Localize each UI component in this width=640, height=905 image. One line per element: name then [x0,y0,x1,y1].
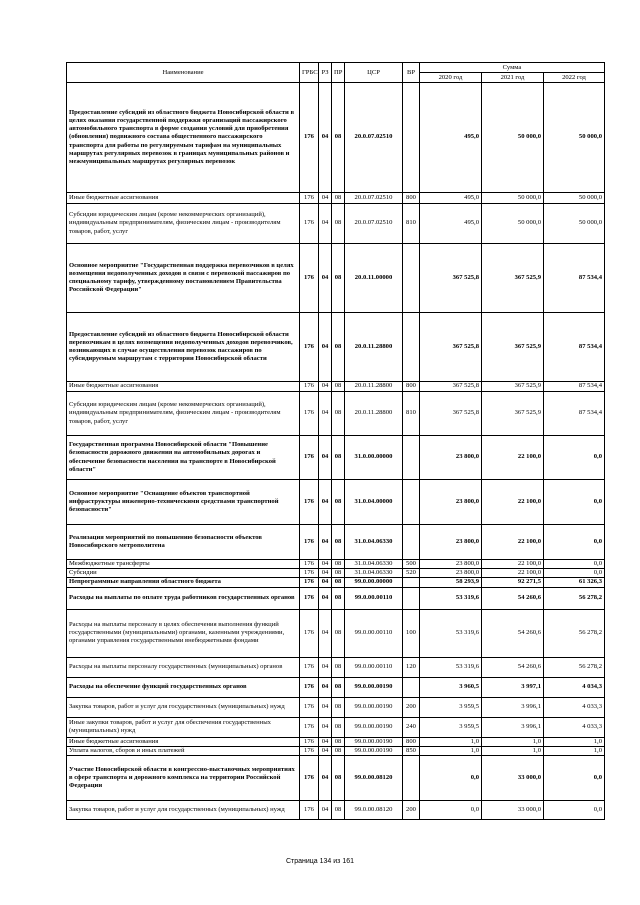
row-value-2022: 50 000,0 [544,83,605,193]
row-name: Закупка товаров, работ и услуг для государственных (муниципальных) нужд [67,801,300,820]
row-csr: 99.0.00.00110 [345,657,403,677]
row-rz: 04 [319,677,332,697]
table-row [67,756,605,801]
row-value-2021: 22 100,0 [482,525,544,560]
table-row [67,697,605,717]
table-row [67,677,605,697]
table-row [67,657,605,677]
row-vr [403,244,420,313]
row-value-2022: 0,0 [544,569,605,578]
row-value-2021: 367 525,9 [482,313,544,382]
row-value-2021: 1,0 [482,746,544,755]
row-pr: 08 [332,801,345,820]
row-value-2022: 50 000,0 [544,204,605,244]
row-name: Расходы на обеспечение функций государственных органов [67,677,300,697]
row-vr: 810 [403,204,420,244]
row-name: Иные бюджетные ассигнования [67,382,300,392]
table-row [67,717,605,737]
row-value-2021: 22 100,0 [482,436,544,480]
row-rz: 04 [319,587,332,609]
page-number: Страница 134 из 161 [285,858,355,865]
row-pr: 08 [332,204,345,244]
row-value-2020: 23 800,0 [420,560,482,569]
header-name: Наименование [67,63,300,83]
row-name: Предоставление субсидий из областного бюджета Новосибирской области перевозчикам в целях возмещения недополученных доходов перевозчиков, возникающих в случае осуществления перевозок пассажиров по субсидируемым маршрутам с территории Новосибирской области [67,313,300,382]
row-vr: 810 [403,392,420,436]
row-value-2021: 54 260,6 [482,657,544,677]
header-grbs: ГРБС [300,63,319,83]
row-value-2022: 56 278,2 [544,609,605,657]
row-name: Непрограммные направления областного бюджета [67,578,300,587]
table-row [67,578,605,587]
header-year-2020: 2020 год [420,73,482,83]
table-row [67,382,605,392]
row-vr: 800 [403,193,420,204]
row-value-2021: 54 260,6 [482,587,544,609]
row-value-2021: 3 996,1 [482,717,544,737]
table-row [67,560,605,569]
row-name: Иные бюджетные ассигнования [67,737,300,746]
row-value-2021: 367 525,9 [482,382,544,392]
row-grbs: 176 [300,756,319,801]
row-rz: 04 [319,801,332,820]
row-csr: 20.0.11.00000 [345,244,403,313]
table-row [67,801,605,820]
row-pr: 08 [332,657,345,677]
row-value-2021: 22 100,0 [482,569,544,578]
row-grbs: 176 [300,480,319,525]
row-vr: 200 [403,801,420,820]
row-name: Государственная программа Новосибирской области "Повышение безопасности дорожного движения на автомобильных дорогах и обеспечение безопасности населения на транспорте в Новосибирской области" [67,436,300,480]
row-value-2020: 495,0 [420,204,482,244]
row-grbs: 176 [300,83,319,193]
row-value-2020: 58 293,9 [420,578,482,587]
row-grbs: 176 [300,801,319,820]
row-value-2022: 87 534,4 [544,244,605,313]
row-rz: 04 [319,657,332,677]
table-row [67,204,605,244]
row-value-2021: 33 000,0 [482,756,544,801]
row-csr: 20.0.11.28800 [345,313,403,382]
row-vr [403,436,420,480]
row-value-2022: 56 278,2 [544,657,605,677]
table-row [67,737,605,746]
row-csr: 99.0.00.00190 [345,746,403,755]
row-vr: 800 [403,382,420,392]
row-value-2022: 0,0 [544,436,605,480]
row-csr: 99.0.00.08120 [345,801,403,820]
row-value-2021: 50 000,0 [482,193,544,204]
row-value-2020: 53 319,6 [420,657,482,677]
row-value-2020: 0,0 [420,801,482,820]
row-value-2020: 23 800,0 [420,480,482,525]
header-year-2021: 2021 год [482,73,544,83]
row-value-2022: 4 034,3 [544,677,605,697]
row-value-2020: 367 525,8 [420,392,482,436]
table-row [67,313,605,382]
row-pr: 08 [332,560,345,569]
row-value-2022: 0,0 [544,560,605,569]
row-csr: 99.0.00.00000 [345,578,403,587]
row-vr: 200 [403,697,420,717]
table-body [67,83,605,820]
row-name: Иные закупки товаров, работ и услуг для обеспечения государственных (муниципальных) нужд [67,717,300,737]
row-rz: 04 [319,569,332,578]
row-pr: 08 [332,756,345,801]
row-rz: 04 [319,193,332,204]
row-rz: 04 [319,244,332,313]
row-pr: 08 [332,578,345,587]
row-name: Расходы на выплаты персоналу в целях обеспечения выполнения функций государственными (муниципальными) органами, казенными учреждениями, органами управления государственными внебюджетными фондами [67,609,300,657]
row-value-2021: 92 271,5 [482,578,544,587]
row-value-2020: 1,0 [420,746,482,755]
row-value-2020: 23 800,0 [420,569,482,578]
row-vr [403,83,420,193]
row-vr [403,578,420,587]
row-value-2022: 87 534,4 [544,313,605,382]
row-value-2022: 1,0 [544,746,605,755]
row-name: Иные бюджетные ассигнования [67,193,300,204]
header-rz: РЗ [319,63,332,83]
row-grbs: 176 [300,578,319,587]
row-value-2020: 3 959,5 [420,697,482,717]
row-value-2021: 22 100,0 [482,560,544,569]
row-grbs: 176 [300,436,319,480]
table-row [67,480,605,525]
row-csr: 31.0.04.06330 [345,569,403,578]
row-vr: 500 [403,560,420,569]
row-grbs: 176 [300,560,319,569]
row-name: Субсидии юридическим лицам (кроме некоммерческих организаций), индивидуальным предпринимателям, физическим лицам - производителям товаров, работ, услуг [67,204,300,244]
row-vr [403,313,420,382]
row-grbs: 176 [300,717,319,737]
row-vr [403,756,420,801]
row-value-2021: 50 000,0 [482,204,544,244]
header-vr: ВР [403,63,420,83]
row-value-2022: 4 033,3 [544,717,605,737]
row-csr: 20.0.07.02510 [345,193,403,204]
row-grbs: 176 [300,737,319,746]
table-row [67,83,605,193]
row-vr: 850 [403,746,420,755]
row-value-2022: 1,0 [544,737,605,746]
row-value-2020: 495,0 [420,193,482,204]
row-pr: 08 [332,392,345,436]
row-value-2020: 495,0 [420,83,482,193]
row-rz: 04 [319,525,332,560]
row-name: Расходы на выплаты персоналу государственных (муниципальных) органов [67,657,300,677]
row-rz: 04 [319,746,332,755]
row-rz: 04 [319,392,332,436]
row-grbs: 176 [300,313,319,382]
row-value-2022: 87 534,4 [544,382,605,392]
row-grbs: 176 [300,746,319,755]
row-value-2022: 0,0 [544,756,605,801]
row-value-2020: 3 959,5 [420,717,482,737]
row-rz: 04 [319,436,332,480]
row-csr: 99.0.00.00190 [345,677,403,697]
row-name: Основное мероприятие "Оснащение объектов транспортной инфраструктуры инженерно-техническими средствами транспортной безопасности" [67,480,300,525]
row-csr: 20.0.11.28800 [345,392,403,436]
row-vr: 240 [403,717,420,737]
row-vr: 120 [403,657,420,677]
row-name: Уплата налогов, сборов и иных платежей [67,746,300,755]
row-rz: 04 [319,578,332,587]
row-csr: 20.0.11.28800 [345,382,403,392]
row-value-2022: 0,0 [544,801,605,820]
row-csr: 20.0.07.02510 [345,83,403,193]
row-pr: 08 [332,609,345,657]
row-value-2020: 53 319,6 [420,609,482,657]
row-value-2022: 0,0 [544,480,605,525]
row-value-2022: 50 000,0 [544,193,605,204]
row-grbs: 176 [300,677,319,697]
table-row [67,193,605,204]
row-name: Участие Новосибирской области в конгрессно-выставочных мероприятиях в сфере транспорта и дорожного комплекса на территории Российской Федерации [67,756,300,801]
table-row [67,609,605,657]
row-pr: 08 [332,193,345,204]
row-csr: 99.0.00.00110 [345,609,403,657]
row-csr: 31.0.04.06330 [345,525,403,560]
row-value-2022: 87 534,4 [544,392,605,436]
row-value-2022: 0,0 [544,525,605,560]
row-grbs: 176 [300,609,319,657]
row-name: Межбюджетные трансферты [67,560,300,569]
row-pr: 08 [332,587,345,609]
row-vr [403,677,420,697]
header-year-2022: 2022 год [544,73,605,83]
table-row [67,587,605,609]
row-value-2022: 4 033,3 [544,697,605,717]
row-name: Закупка товаров, работ и услуг для государственных (муниципальных) нужд [67,697,300,717]
row-pr: 08 [332,677,345,697]
row-value-2021: 22 100,0 [482,480,544,525]
row-value-2020: 367 525,8 [420,382,482,392]
row-rz: 04 [319,717,332,737]
row-value-2020: 23 800,0 [420,525,482,560]
row-pr: 08 [332,313,345,382]
row-value-2021: 54 260,6 [482,609,544,657]
row-value-2021: 367 525,9 [482,392,544,436]
row-vr [403,525,420,560]
row-pr: 08 [332,480,345,525]
table-row [67,392,605,436]
row-rz: 04 [319,560,332,569]
budget-table [66,62,605,820]
row-pr: 08 [332,525,345,560]
row-rz: 04 [319,697,332,717]
row-name: Субсидии юридическим лицам (кроме некоммерческих организаций), индивидуальным предпринимателям, физическим лицам - производителям товаров, работ, услуг [67,392,300,436]
row-grbs: 176 [300,193,319,204]
row-value-2020: 367 525,8 [420,313,482,382]
row-value-2020: 3 960,5 [420,677,482,697]
row-pr: 08 [332,737,345,746]
row-name: Предоставление субсидий из областного бюджета Новосибирской области в целях оказания государственной поддержки организаций пассажирского автомобильного транспорта в форме создания условий для приобретения (обновления) подвижного состава общественного пассажирского транспорта для работы по регулируемым тарифам на муниципальных маршрутах регулярных перевозок в границах муниципальных районов и межмуниципальных маршрутах регулярных перевозок [67,83,300,193]
row-name: Субсидии [67,569,300,578]
row-csr: 31.0.04.00000 [345,480,403,525]
row-pr: 08 [332,697,345,717]
header-csr: ЦСР [345,63,403,83]
row-pr: 08 [332,436,345,480]
row-grbs: 176 [300,382,319,392]
row-value-2021: 3 997,1 [482,677,544,697]
row-csr: 99.0.00.00190 [345,737,403,746]
row-value-2021: 50 000,0 [482,83,544,193]
row-rz: 04 [319,83,332,193]
table-row [67,746,605,755]
row-csr: 99.0.00.00110 [345,587,403,609]
row-pr: 08 [332,382,345,392]
row-rz: 04 [319,609,332,657]
row-value-2020: 23 800,0 [420,436,482,480]
table-row [67,436,605,480]
row-grbs: 176 [300,587,319,609]
row-value-2020: 53 319,6 [420,587,482,609]
row-csr: 31.0.00.00000 [345,436,403,480]
row-pr: 08 [332,244,345,313]
table-row [67,244,605,313]
row-name: Расходы на выплаты по оплате труда работников государственных органов [67,587,300,609]
row-value-2020: 0,0 [420,756,482,801]
row-value-2020: 367 525,8 [420,244,482,313]
row-rz: 04 [319,737,332,746]
row-value-2021: 1,0 [482,737,544,746]
row-vr [403,480,420,525]
row-pr: 08 [332,717,345,737]
row-csr: 99.0.00.08120 [345,756,403,801]
row-grbs: 176 [300,657,319,677]
row-csr: 99.0.00.00190 [345,717,403,737]
row-rz: 04 [319,382,332,392]
row-value-2022: 56 278,2 [544,587,605,609]
row-grbs: 176 [300,244,319,313]
row-value-2021: 367 525,9 [482,244,544,313]
row-vr: 800 [403,737,420,746]
table-row [67,525,605,560]
row-grbs: 176 [300,204,319,244]
row-vr: 100 [403,609,420,657]
row-csr: 20.0.07.02510 [345,204,403,244]
row-pr: 08 [332,569,345,578]
row-rz: 04 [319,313,332,382]
row-value-2021: 3 996,1 [482,697,544,717]
row-csr: 99.0.00.00190 [345,697,403,717]
row-grbs: 176 [300,569,319,578]
row-vr: 520 [403,569,420,578]
row-rz: 04 [319,756,332,801]
row-name: Основное мероприятие "Государственная поддержка перевозчиков в целях возмещения недополученных доходов в связи с перевозкой пассажиров по специальному тарифу, утвержденному постановлением Правительства Российской Федерации" [67,244,300,313]
row-grbs: 176 [300,697,319,717]
row-name: Реализация мероприятий по повышению безопасности объектов Новосибирского метрополитена [67,525,300,560]
row-value-2022: 61 326,3 [544,578,605,587]
row-grbs: 176 [300,392,319,436]
row-pr: 08 [332,746,345,755]
row-vr [403,587,420,609]
row-rz: 04 [319,204,332,244]
row-pr: 08 [332,83,345,193]
row-grbs: 176 [300,525,319,560]
row-value-2020: 1,0 [420,737,482,746]
row-value-2021: 33 000,0 [482,801,544,820]
table-row [67,569,605,578]
header-pr: ПР [332,63,345,83]
header-sum: Сумма [420,63,605,73]
row-rz: 04 [319,480,332,525]
row-csr: 31.0.04.06330 [345,560,403,569]
